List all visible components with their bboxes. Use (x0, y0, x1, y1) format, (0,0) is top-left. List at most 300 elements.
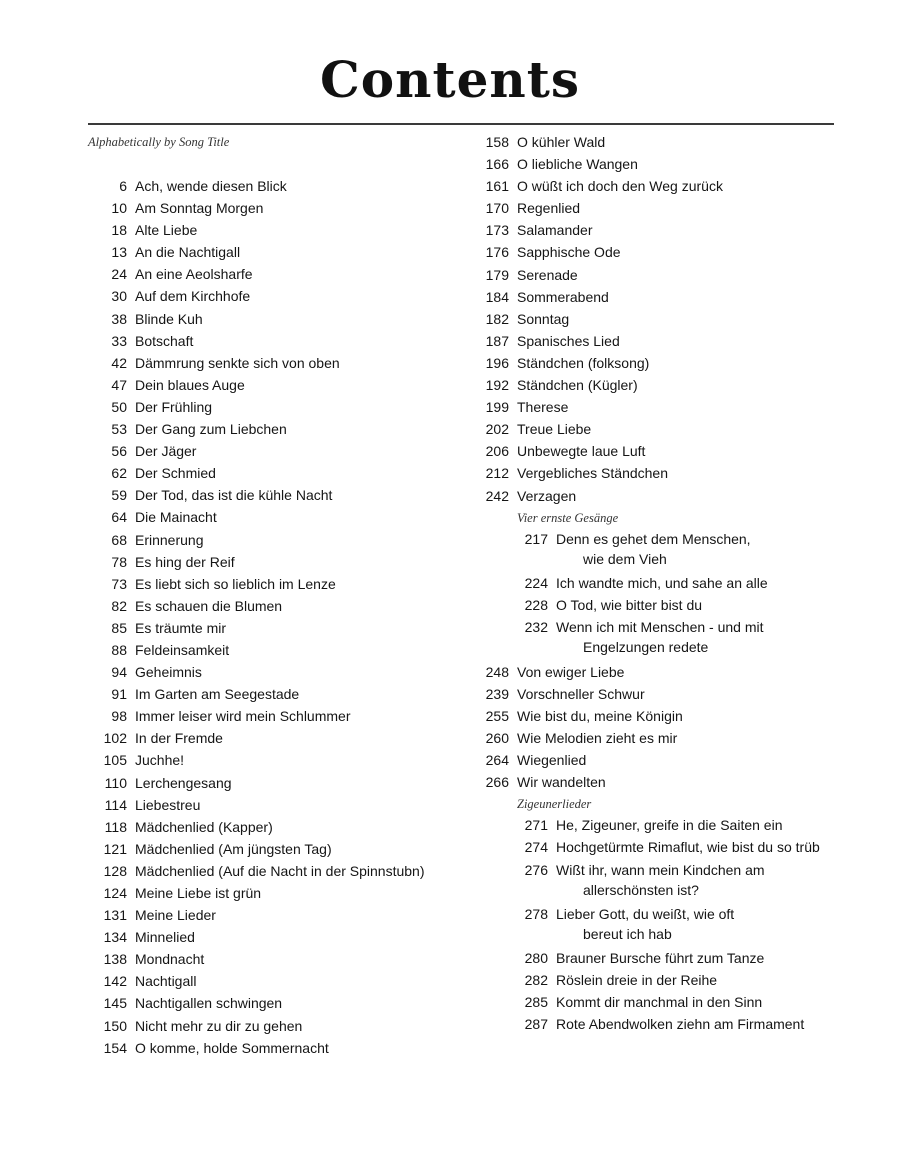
toc-entry[interactable] (470, 219, 850, 241)
toc-entry[interactable] (88, 661, 468, 683)
entry-title-block (127, 285, 250, 307)
entry-title: Lerchengesang (135, 774, 232, 791)
entry-page-number: 166 (485, 156, 509, 173)
toc-entry[interactable] (88, 838, 468, 860)
entry-page-number: 154 (103, 1039, 127, 1056)
toc-entry[interactable] (470, 374, 850, 396)
entry-title: Minnelied (135, 929, 195, 946)
entry-title-block (127, 175, 287, 197)
toc-entry[interactable] (470, 418, 850, 440)
toc-entry[interactable] (88, 882, 468, 904)
entry-page-number: 199 (485, 399, 509, 416)
toc-entry[interactable] (470, 948, 850, 970)
toc-entry[interactable] (88, 816, 468, 838)
toc-entry[interactable] (88, 330, 468, 352)
entry-page-number: 287 (524, 1015, 548, 1032)
toc-entry[interactable] (88, 529, 468, 551)
toc-entry[interactable] (470, 970, 850, 992)
entry-title-block (127, 683, 299, 705)
entry-title: Denn es gehet dem Menschen, (556, 530, 751, 547)
entry-page-number: 179 (485, 266, 509, 283)
toc-entry[interactable] (470, 683, 850, 705)
entry-title-block (548, 948, 764, 970)
entry-title-block (127, 197, 263, 219)
entry-title-block (509, 683, 645, 705)
entry-page-number: 88 (111, 641, 127, 658)
toc-entry[interactable] (470, 1014, 850, 1036)
entry-title-block (548, 904, 734, 946)
entry-page-number: 47 (111, 376, 127, 393)
entry-page-number: 170 (485, 200, 509, 217)
toc-entry[interactable] (470, 241, 850, 263)
entry-title-block (548, 860, 765, 902)
entry-title-block (127, 705, 350, 727)
group-entry-list-zigeunerlieder (470, 815, 850, 1036)
entry-page-number: 121 (103, 840, 127, 857)
toc-entry[interactable] (88, 440, 468, 462)
entry-page-number: 38 (111, 310, 127, 327)
entry-title-block (548, 837, 820, 859)
entry-title: Mädchenlied (Kapper) (135, 818, 273, 835)
entry-title-block (548, 573, 768, 595)
toc-entry[interactable] (470, 308, 850, 330)
entry-title: Brauner Bursche führt zum Tanze (556, 949, 765, 966)
entry-title: Erinnerung (135, 531, 204, 548)
entry-page-number: 158 (485, 134, 509, 150)
entry-title: Der Schmied (135, 465, 216, 482)
toc-entry[interactable] (88, 595, 468, 617)
entry-title-block (509, 374, 638, 396)
entry-page-number: 82 (111, 597, 127, 614)
entry-page-number: 192 (485, 377, 509, 394)
entry-title-block (509, 330, 620, 352)
toc-entry[interactable] (470, 573, 850, 595)
entry-page-number: 18 (111, 222, 127, 239)
toc-entry[interactable] (88, 1037, 468, 1059)
entry-title: Wenn ich mit Menschen - und mit (556, 618, 764, 635)
entry-title: Auf dem Kirchhofe (135, 288, 251, 305)
entry-title: Alte Liebe (135, 222, 198, 239)
entry-title: Die Mainacht (135, 509, 217, 526)
entry-title: Ständchen (folksong) (517, 354, 650, 371)
entry-title: Es hing der Reif (135, 553, 235, 570)
entry-page-number: 202 (485, 421, 509, 438)
entry-title-block (127, 484, 332, 506)
entry-title: Der Jäger (135, 443, 197, 460)
toc-entry[interactable] (88, 484, 468, 506)
entry-page-number: 110 (104, 774, 127, 791)
entry-title-block (127, 241, 240, 263)
entry-page-number: 248 (485, 663, 509, 680)
entry-title: Vergebliches Ständchen (517, 465, 668, 482)
entry-title-block (127, 794, 200, 816)
entry-page-number: 134 (103, 929, 127, 946)
entry-title: Meine Liebe ist grün (135, 885, 262, 901)
toc-entry[interactable] (470, 904, 850, 946)
entry-title-block (127, 529, 204, 551)
left-column (88, 131, 468, 1059)
entry-page-number: 131 (103, 907, 127, 924)
entry-title: Mädchenlied (Am jüngsten Tag) (135, 840, 332, 857)
entry-title-block (127, 816, 273, 838)
entry-page-number: 124 (103, 885, 127, 901)
entry-title-block (127, 551, 235, 573)
toc-entry[interactable] (88, 749, 468, 771)
toc-entry[interactable] (88, 175, 468, 197)
toc-entry[interactable] (88, 219, 468, 241)
entry-title: Botschaft (135, 332, 194, 349)
entry-title-block (548, 617, 764, 659)
entry-title-block (548, 992, 762, 1014)
entry-title: Der Tod, das ist die kühle Nacht (135, 487, 333, 504)
toc-entry[interactable] (88, 352, 468, 374)
toc-entry[interactable] (470, 440, 850, 462)
toc-entry[interactable] (88, 860, 468, 882)
entry-page-number: 13 (111, 244, 127, 261)
toc-entry[interactable] (88, 970, 468, 992)
entry-title: Wie Melodien zieht es mir (517, 730, 678, 747)
entry-page-number: 264 (485, 752, 509, 769)
entry-title-block (127, 882, 261, 904)
entry-title: Ach, wende diesen Blick (135, 178, 287, 194)
entry-title: O wüßt ich doch den Weg zurück (517, 178, 723, 195)
entry-title-block (548, 815, 782, 837)
entry-page-number: 98 (111, 708, 127, 725)
entry-title: Geheimnis (135, 664, 202, 681)
entry-title-block (509, 131, 605, 153)
entry-title-block (127, 396, 212, 418)
entry-title-block (127, 904, 216, 926)
entry-title-block (127, 462, 216, 484)
entry-title-block (127, 926, 195, 948)
entry-page-number: 242 (485, 487, 509, 504)
right-entry-list-a (470, 131, 850, 507)
toc-entry[interactable] (470, 815, 850, 837)
toc-entry[interactable] (470, 595, 850, 617)
entry-page-number: 50 (111, 398, 127, 415)
entry-page-number: 282 (524, 971, 548, 988)
entry-title: Von ewiger Liebe (517, 663, 625, 680)
toc-entry[interactable] (88, 263, 468, 285)
toc-entry[interactable] (470, 197, 850, 219)
entry-title-block (509, 264, 578, 286)
entry-page-number: 187 (485, 332, 509, 349)
toc-entry[interactable] (470, 837, 850, 859)
toc-entry[interactable] (88, 506, 468, 528)
entry-title-continuation: wie dem Vieh (583, 550, 667, 567)
entry-title-block (509, 485, 576, 507)
entry-title-block (127, 1015, 302, 1037)
entry-title: Kommt dir manchmal in den Sinn (556, 993, 763, 1010)
entry-title: Sapphische Ode (517, 244, 621, 261)
entry-title: Es liebt sich so lieblich im Lenze (135, 575, 336, 592)
toc-entry[interactable] (88, 617, 468, 639)
entry-title: Röslein dreie in der Reihe (556, 971, 718, 988)
toc-entry[interactable] (88, 992, 468, 1014)
entry-title-block (127, 595, 282, 617)
entry-page-number: 105 (103, 752, 127, 769)
entry-title: O kühler Wald (517, 134, 606, 150)
entry-title: Wie bist du, meine Königin (517, 707, 683, 724)
entry-title-block (509, 462, 668, 484)
entry-title: O Tod, wie bitter bist du (556, 596, 703, 613)
entry-title: Ständchen (Kügler) (517, 377, 638, 394)
entry-title-block (127, 418, 287, 440)
toc-entry[interactable] (470, 175, 850, 197)
entry-page-number: 59 (111, 487, 127, 504)
entry-page-number: 56 (111, 443, 127, 460)
entry-title-block (509, 153, 638, 175)
toc-entry[interactable] (470, 860, 850, 902)
entry-title: Wiegenlied (517, 752, 587, 769)
entry-title: Juchhe! (135, 752, 185, 769)
entry-title: Spanisches Lied (517, 332, 620, 349)
toc-entry[interactable] (88, 948, 468, 970)
entry-title: Lieber Gott, du weißt, wie oft (556, 905, 735, 922)
entry-title-block (548, 595, 702, 617)
entry-title: Feldeinsamkeit (135, 641, 230, 658)
entry-title-block (127, 506, 217, 528)
entry-title-block (509, 286, 609, 308)
entry-page-number: 217 (524, 530, 548, 547)
entry-title: Mondnacht (135, 951, 205, 968)
toc-entry[interactable] (470, 992, 850, 1014)
toc-entry[interactable] (88, 308, 468, 330)
entry-title-block (509, 352, 649, 374)
entry-page-number: 206 (485, 443, 509, 460)
entry-page-number: 6 (119, 178, 127, 194)
toc-entry[interactable] (88, 418, 468, 440)
entry-page-number: 64 (111, 509, 127, 526)
toc-entry[interactable] (88, 396, 468, 418)
entry-page-number: 85 (111, 619, 127, 636)
entry-page-number: 10 (111, 200, 127, 217)
entry-title: Vorschneller Schwur (517, 685, 645, 702)
entry-title: Dein blaues Auge (135, 376, 245, 393)
entry-title-block (127, 970, 196, 992)
entry-title-block (509, 197, 580, 219)
entry-title: Treue Liebe (517, 421, 592, 438)
entry-page-number: 24 (111, 266, 127, 283)
entry-title-block (127, 661, 202, 683)
toc-entry[interactable] (470, 705, 850, 727)
entry-title-block (548, 529, 751, 571)
toc-entry[interactable] (88, 926, 468, 948)
entry-title: Rote Abendwolken ziehn am Firmament (556, 1015, 805, 1032)
toc-entry[interactable] (88, 1015, 468, 1037)
entry-title-block (127, 992, 282, 1014)
toc-entry[interactable] (470, 462, 850, 484)
entry-title-block (509, 771, 606, 793)
toc-entry[interactable] (88, 197, 468, 219)
toc-entry[interactable] (88, 551, 468, 573)
toc-entry[interactable] (470, 286, 850, 308)
section-subtitle: Alphabetically by Song Title (88, 135, 230, 149)
entry-title-block (127, 749, 184, 771)
entry-title: He, Zigeuner, greife in die Saiten ein (556, 817, 783, 834)
toc-entry[interactable] (88, 794, 468, 816)
entry-title: Mädchenlied (Auf die Nacht in der Spinnstubn) (135, 862, 425, 879)
entry-page-number: 62 (111, 465, 127, 482)
entry-page-number: 274 (524, 839, 548, 856)
entry-page-number: 30 (111, 288, 127, 305)
entry-title: Dämmrung senkte sich von oben (135, 354, 340, 371)
entry-title-block (509, 727, 677, 749)
toc-entry[interactable] (88, 573, 468, 595)
entry-page-number: 94 (111, 664, 127, 681)
entry-title: Der Gang zum Liebchen (135, 421, 287, 438)
entry-page-number: 128 (103, 862, 127, 879)
toc-entry[interactable] (470, 264, 850, 286)
entry-title: Nicht mehr zu dir zu gehen (135, 1017, 303, 1034)
entry-title-block (509, 749, 586, 771)
toc-entry[interactable] (470, 352, 850, 374)
toc-entry[interactable] (88, 639, 468, 661)
entry-title: An die Nachtigall (135, 244, 241, 261)
entry-title: Ich wandte mich, und sahe an alle (556, 574, 768, 591)
left-entry-list (88, 175, 468, 1059)
toc-entry[interactable] (470, 485, 850, 507)
entry-title-block (509, 175, 723, 197)
entry-page-number: 91 (111, 686, 127, 703)
toc-entry[interactable] (88, 241, 468, 263)
entry-title: Im Garten am Seegestade (135, 686, 300, 703)
toc-entry[interactable] (470, 330, 850, 352)
entry-title: Wir wandelten (517, 774, 606, 791)
toc-entry[interactable] (88, 727, 468, 749)
entry-page-number: 224 (524, 574, 548, 591)
entry-title: Am Sonntag Morgen (135, 200, 264, 217)
toc-entry[interactable] (470, 771, 850, 793)
group-entry-list-vier-ernste-gesaenge (470, 529, 850, 659)
entry-title: Regenlied (517, 200, 581, 217)
entry-title-block (509, 219, 593, 241)
entry-page-number: 114 (104, 796, 127, 813)
entry-title: Immer leiser wird mein Schlummer (135, 708, 351, 725)
entry-page-number: 150 (103, 1017, 127, 1034)
entry-title: Der Frühling (135, 398, 213, 415)
entry-title: Es träumte mir (135, 619, 227, 636)
right-column (470, 131, 850, 1036)
entry-title-block (127, 772, 232, 794)
toc-entry[interactable] (470, 396, 850, 418)
entry-page-number: 260 (485, 730, 509, 747)
entry-title-block (127, 308, 203, 330)
entry-page-number: 68 (111, 531, 127, 548)
entry-title-block (127, 440, 196, 462)
entry-title: Sommerabend (517, 288, 609, 305)
toc-entry[interactable] (88, 705, 468, 727)
entry-page-number: 176 (485, 244, 509, 261)
entry-title: Serenade (517, 266, 578, 283)
entry-page-number: 184 (485, 288, 509, 305)
toc-entry[interactable] (470, 529, 850, 571)
entry-page-number: 53 (111, 421, 127, 438)
page-title: Contents (319, 50, 580, 109)
entry-title-block (127, 838, 332, 860)
entry-title: An eine Aeolsharfe (135, 266, 253, 283)
entry-title: O komme, holde Sommernacht (135, 1039, 329, 1056)
entry-page-number: 138 (103, 951, 127, 968)
entry-page-number: 239 (485, 685, 509, 702)
entry-title: O liebliche Wangen (517, 156, 638, 173)
toc-entry[interactable] (470, 661, 850, 683)
entry-page-number: 228 (524, 596, 548, 613)
entry-page-number: 161 (485, 178, 509, 195)
entry-title-block (127, 330, 193, 352)
entry-title-continuation: allerschönsten ist? (583, 881, 699, 898)
entry-title: Sonntag (517, 310, 570, 327)
entry-page-number: 196 (485, 354, 509, 371)
entry-page-number: 78 (111, 553, 127, 570)
entry-title-continuation: bereut ich hab (583, 925, 672, 942)
entry-title-block (127, 948, 204, 970)
entry-page-number: 33 (111, 332, 127, 349)
entry-title-block (127, 263, 253, 285)
entry-page-number: 102 (103, 730, 127, 747)
entry-page-number: 280 (524, 949, 548, 966)
entry-title-block (127, 219, 197, 241)
toc-entry[interactable] (470, 617, 850, 659)
entry-page-number: 73 (111, 575, 127, 592)
entry-title: Therese (517, 399, 569, 416)
entry-page-number: 266 (485, 774, 509, 791)
entry-title: Unbewegte laue Luft (517, 443, 646, 460)
toc-entry[interactable] (88, 462, 468, 484)
entry-title-block (509, 241, 621, 263)
entry-title-block (548, 970, 717, 992)
right-entry-list-b (470, 661, 850, 794)
entry-title: In der Fremde (135, 730, 223, 747)
entry-title-block (548, 1014, 804, 1036)
entry-title: Salamander (517, 222, 593, 239)
entry-page-number: 276 (524, 861, 548, 878)
entry-page-number: 271 (524, 817, 548, 834)
entry-title: Es schauen die Blumen (135, 597, 283, 614)
entry-page-number: 212 (485, 465, 509, 482)
toc-entry[interactable] (470, 749, 850, 771)
entry-title: Verzagen (517, 487, 577, 504)
toc-entry[interactable] (470, 131, 850, 153)
toc-entry[interactable] (470, 153, 850, 175)
entry-title-block (127, 352, 340, 374)
toc-entry[interactable] (88, 683, 468, 705)
toc-entry[interactable] (88, 904, 468, 926)
toc-entry[interactable] (88, 374, 468, 396)
entry-page-number: 145 (103, 995, 127, 1012)
entry-title-block (127, 860, 425, 882)
entry-title-continuation: Engelzungen redete (583, 638, 709, 655)
entry-page-number: 182 (485, 310, 509, 327)
entry-page-number: 173 (485, 222, 509, 239)
entry-page-number: 255 (485, 707, 509, 724)
entry-title: Hochgetürmte Rimaflut, wie bist du so trüb (556, 839, 820, 856)
entry-page-number: 42 (111, 354, 127, 371)
entry-title: Liebestreu (135, 796, 201, 813)
entry-page-number: 278 (524, 905, 548, 922)
toc-entry[interactable] (470, 727, 850, 749)
entry-title: Meine Lieder (135, 907, 216, 924)
entry-page-number: 118 (104, 818, 127, 835)
toc-entry[interactable] (88, 285, 468, 307)
entry-title: Nachtigallen schwingen (135, 995, 283, 1012)
entry-title-block (127, 1037, 329, 1059)
entry-title-block (127, 573, 336, 595)
entry-title: Blinde Kuh (135, 310, 203, 327)
entry-title-block (509, 705, 683, 727)
entry-title-block (127, 374, 245, 396)
toc-entry[interactable] (88, 772, 468, 794)
